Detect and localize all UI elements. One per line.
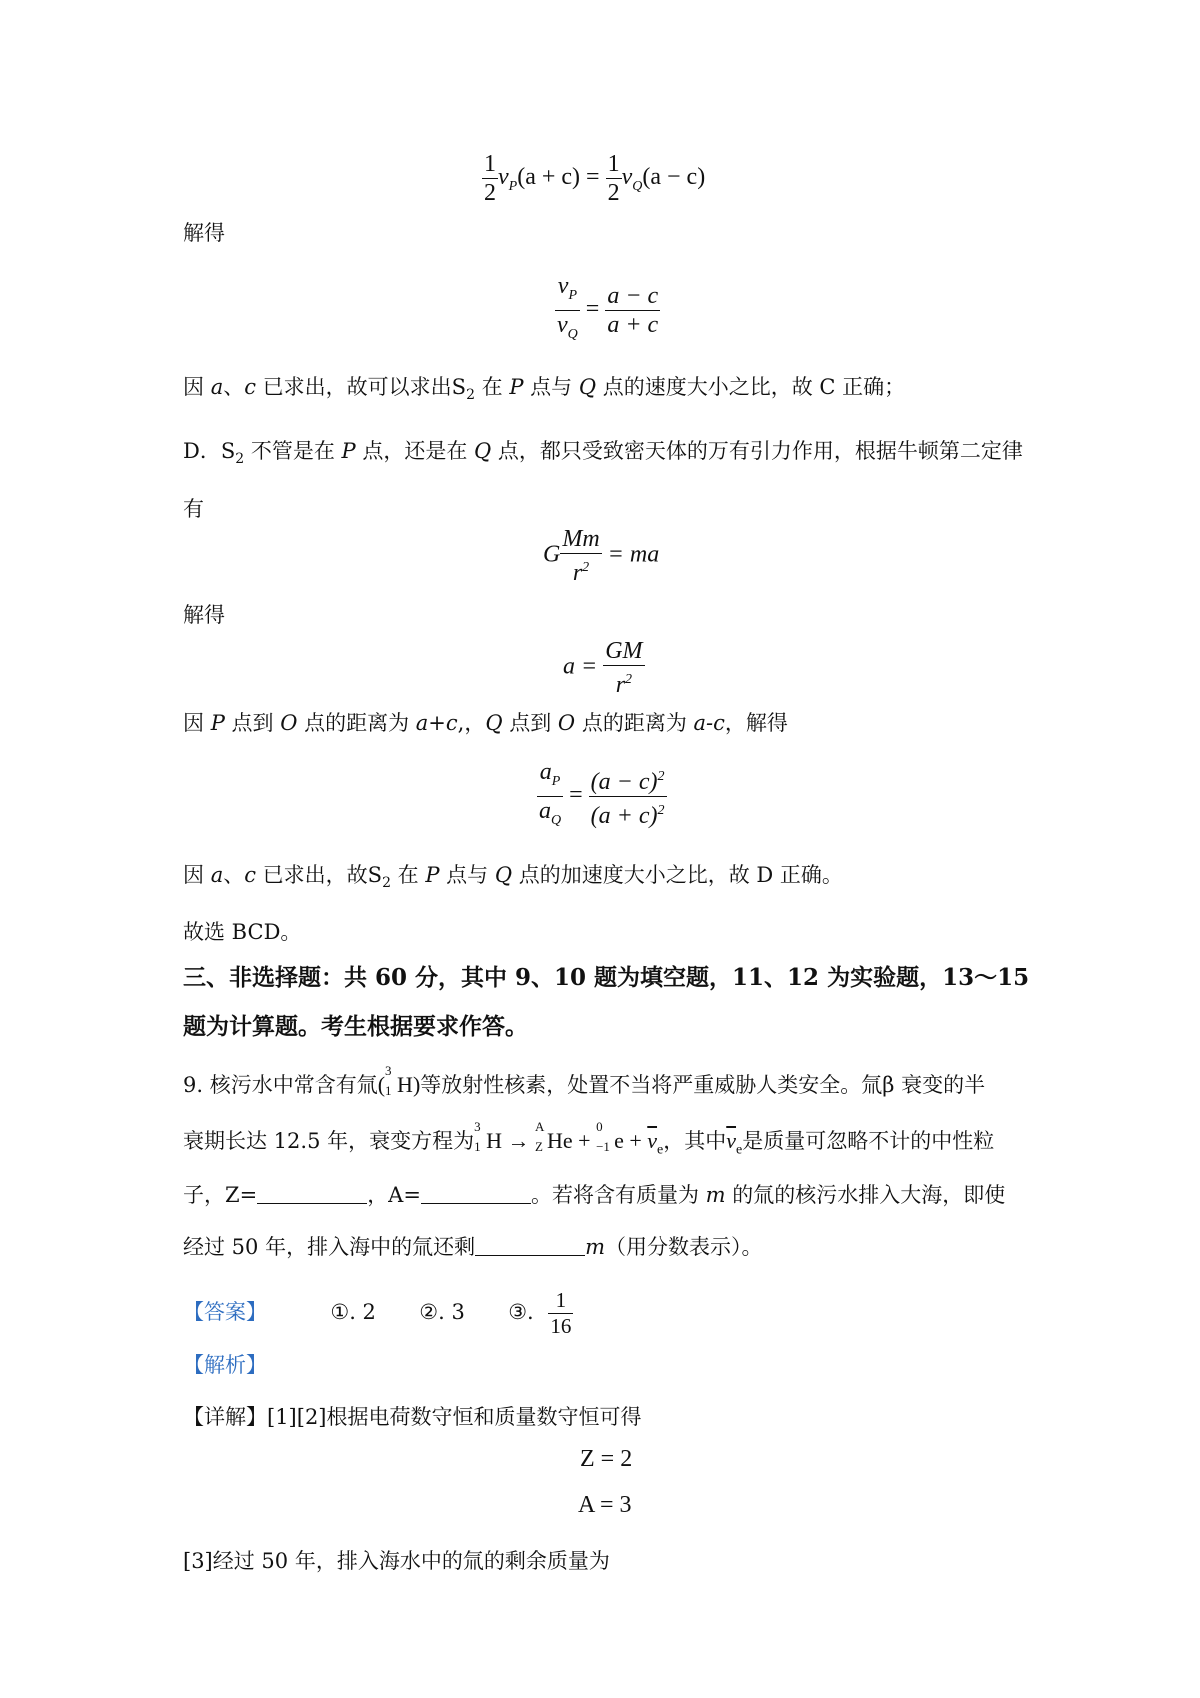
equation-momentum-ratio: $\frac{1}{2}$ $v_P(a + c)$ = $\frac{1}{2}$ $v_Q(a - c)$ bbox=[484, 151, 706, 206]
detail-label: 【详解】 bbox=[183, 1405, 267, 1429]
text-option-d-line1: D．$S_2$ 不管是在 P 点，还是在 Q 点，都只受致密天体的万有引力作用，根据牛顿第二定律 bbox=[183, 439, 1023, 468]
equation-gravitation: G $\frac{Mm}{r^2}$ = ma bbox=[543, 526, 660, 586]
text-conclusion-d: 因 a、c 已求出，故$S_2$ 在 P 点与 Q 点的加速度大小之比，故 D 正确。 bbox=[183, 863, 843, 892]
blank-z bbox=[257, 1185, 367, 1204]
text-distance: 因 P 点到 O 点的距离为 a+c,，Q 点到 O 点的距离为 a-c，解得 bbox=[183, 711, 788, 735]
answer-row bbox=[183, 1288, 573, 1339]
section-title-line2: 题为计算题。考生根据要求作答。 bbox=[183, 1013, 528, 1040]
answer-fraction: $\frac{1}{16}$ bbox=[550, 1288, 572, 1338]
detail-line: 【详解】[1][2]根据电荷数守恒和质量数守恒可得 bbox=[183, 1405, 642, 1429]
q9-line4: 经过 50 年，排入海中的氚还剩 m（用分数表示）。 bbox=[183, 1235, 763, 1259]
text-option-d-line2: 有 bbox=[183, 497, 204, 521]
q9-line1: 9. 核污水中常含有氚( 3 1 H)等放射性核素，处置不当将严重威胁人类安全。氚β 衰变的半 bbox=[183, 1063, 986, 1098]
blank-remaining bbox=[475, 1237, 585, 1256]
answer-label: 【答案】 bbox=[183, 1300, 267, 1324]
equation-acceleration-ratio: $\frac{a_P}{a_Q}$ = $\frac{(a - c)^2}{(a + c)^2}$ bbox=[539, 759, 665, 829]
equation-velocity-ratio: $\frac{v_P}{v_Q}$ = $\frac{a - c}{a + c}$ bbox=[557, 273, 659, 342]
answer-3: ③. bbox=[508, 1300, 534, 1324]
text-choose-bcd: 故选 BCD。 bbox=[183, 920, 302, 944]
q9-line2: 衰期长达 12.5 年，衰变方程为 3 1 H → A Z He + 0 −1 $e + \overline{\nu}_e$，其中$\overline{\nu}_e$是质量可忽略不计的中性粒 bbox=[183, 1119, 995, 1158]
decay-equation: 3 1 H → A Z He + 0 −1 $e + \overline{\nu}_e$ bbox=[474, 1119, 664, 1158]
equation-a: A = 3 bbox=[578, 1492, 632, 1518]
answer-1: ①. 2 bbox=[330, 1300, 376, 1324]
equation-z: Z = 2 bbox=[580, 1446, 633, 1472]
section-title-line1: 三、非选择题：共 60 分，其中 9、10 题为填空题，11、12 为实验题，13～15 bbox=[183, 964, 1030, 991]
equation-acceleration: a = $\frac{GM}{r^2}$ bbox=[563, 638, 643, 698]
text-last-line: [3]经过 50 年，排入海水中的氚的剩余质量为 bbox=[183, 1549, 610, 1573]
text-jiede-2: 解得 bbox=[183, 603, 225, 627]
blank-a bbox=[421, 1185, 531, 1204]
text-jiede-1: 解得 bbox=[183, 221, 225, 245]
analysis-label: 【解析】 bbox=[183, 1353, 267, 1377]
text-conclusion-c: 因 a、c 已求出，故可以求出$S_2$ 在 P 点与 Q 点的速度大小之比，故 C 正确； bbox=[183, 375, 906, 404]
answer-2: ②. 3 bbox=[419, 1300, 465, 1324]
q9-line3: 子，Z= ，A= 。若将含有质量为 m 的氚的核污水排入大海，即使 bbox=[183, 1183, 1006, 1207]
